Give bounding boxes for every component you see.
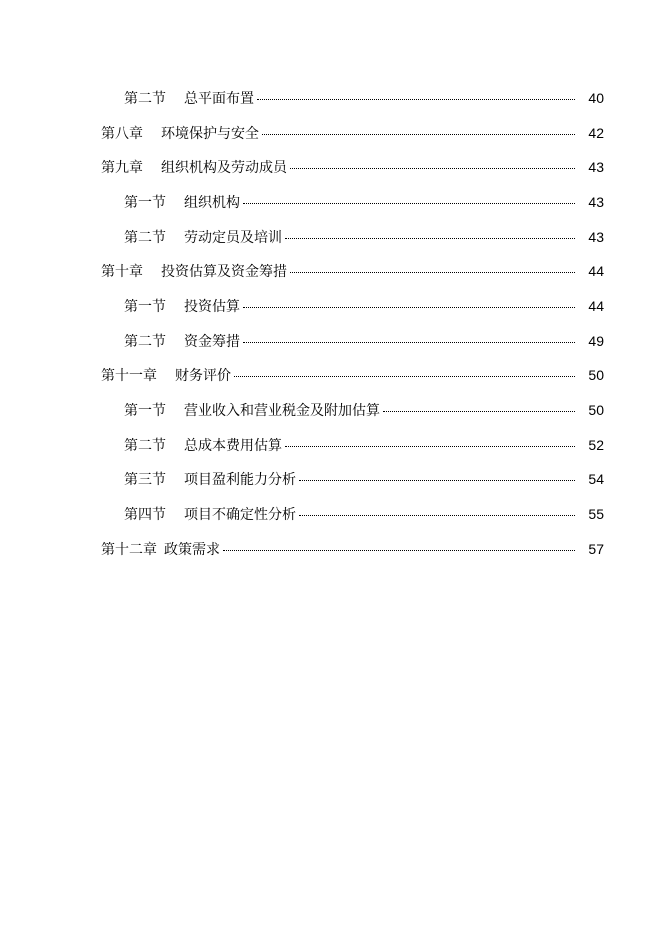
- toc-entry-title: 财务评价: [175, 368, 231, 384]
- dot-leader: [299, 479, 575, 481]
- toc-entry-title: 投资估算及资金筹措: [161, 264, 287, 280]
- toc-entry-page: 40: [588, 90, 604, 106]
- toc-entry-number: 第四节: [124, 507, 166, 523]
- dot-leader: [243, 341, 575, 343]
- toc-entry-number: 第二节: [124, 438, 166, 454]
- dot-leader: [243, 202, 575, 204]
- toc-entry: [101, 259, 604, 283]
- dot-leader: [290, 167, 575, 169]
- toc-entry-number: 第八章: [101, 126, 143, 142]
- toc-entry-title: 项目不确定性分析: [184, 507, 296, 523]
- toc-entry-page: 52: [588, 437, 604, 453]
- toc-entry: [124, 502, 604, 526]
- toc-entry: [124, 225, 604, 249]
- dot-leader: [290, 271, 575, 273]
- toc-entry: [124, 86, 604, 110]
- toc-entry: [101, 121, 604, 145]
- toc-entry: [101, 155, 604, 179]
- dot-leader: [285, 237, 575, 239]
- toc-entry-page: 50: [588, 402, 604, 418]
- dot-leader: [383, 410, 575, 412]
- toc-entry-page: 50: [588, 367, 604, 383]
- toc-entry-page: 44: [588, 298, 604, 314]
- toc-entry-title: 劳动定员及培训: [184, 230, 282, 246]
- toc-entry: [124, 433, 604, 457]
- toc-entry-number: 第十二章: [101, 542, 157, 558]
- toc-entry: [124, 190, 604, 214]
- toc-entry-number: 第一节: [124, 403, 166, 419]
- toc-entry-page: 42: [588, 125, 604, 141]
- toc-entry-number: 第一节: [124, 299, 166, 315]
- toc-entry-number: 第三节: [124, 472, 166, 488]
- toc-entry-page: 54: [588, 471, 604, 487]
- toc-entry-page: 57: [588, 541, 604, 557]
- toc-entry-page: 44: [588, 263, 604, 279]
- toc-entry-title: 项目盈利能力分析: [184, 472, 296, 488]
- toc-entry-page: 43: [588, 194, 604, 210]
- toc-entry-title: 投资估算: [184, 299, 240, 315]
- toc-entry: [124, 398, 604, 422]
- toc-entry-page: 55: [588, 506, 604, 522]
- dot-leader: [299, 514, 575, 516]
- toc-entry-number: 第十章: [101, 264, 143, 280]
- toc-entry-title: 资金筹措: [184, 334, 240, 350]
- toc-entry-number: 第二节: [124, 334, 166, 350]
- toc-entry: [101, 363, 604, 387]
- toc-entry-page: 43: [588, 229, 604, 245]
- dot-leader: [285, 445, 575, 447]
- toc-entry: [101, 537, 604, 561]
- toc-entry-title: 总成本费用估算: [184, 438, 282, 454]
- toc-entry: [124, 294, 604, 318]
- dot-leader: [262, 133, 575, 135]
- toc-entry-title: 组织机构: [184, 195, 240, 211]
- dot-leader: [257, 98, 575, 100]
- toc-entry-title: 营业收入和营业税金及附加估算: [184, 403, 380, 419]
- toc-entry-page: 49: [588, 333, 604, 349]
- toc-entry-number: 第一节: [124, 195, 166, 211]
- toc-entry-title: 总平面布置: [184, 91, 254, 107]
- dot-leader: [243, 306, 575, 308]
- dot-leader: [234, 375, 575, 377]
- toc-entry: [124, 329, 604, 353]
- toc-entry-title: 政策需求: [164, 542, 220, 558]
- toc-entry-number: 第二节: [124, 91, 166, 107]
- toc-entry-number: 第十一章: [101, 368, 157, 384]
- toc-entry: [124, 467, 604, 491]
- dot-leader: [223, 549, 575, 551]
- toc-entry-number: 第二节: [124, 230, 166, 246]
- toc-entry-title: 组织机构及劳动成员: [161, 160, 287, 176]
- toc-entry-page: 43: [588, 159, 604, 175]
- toc-entry-number: 第九章: [101, 160, 143, 176]
- toc-entry-title: 环境保护与安全: [161, 126, 259, 142]
